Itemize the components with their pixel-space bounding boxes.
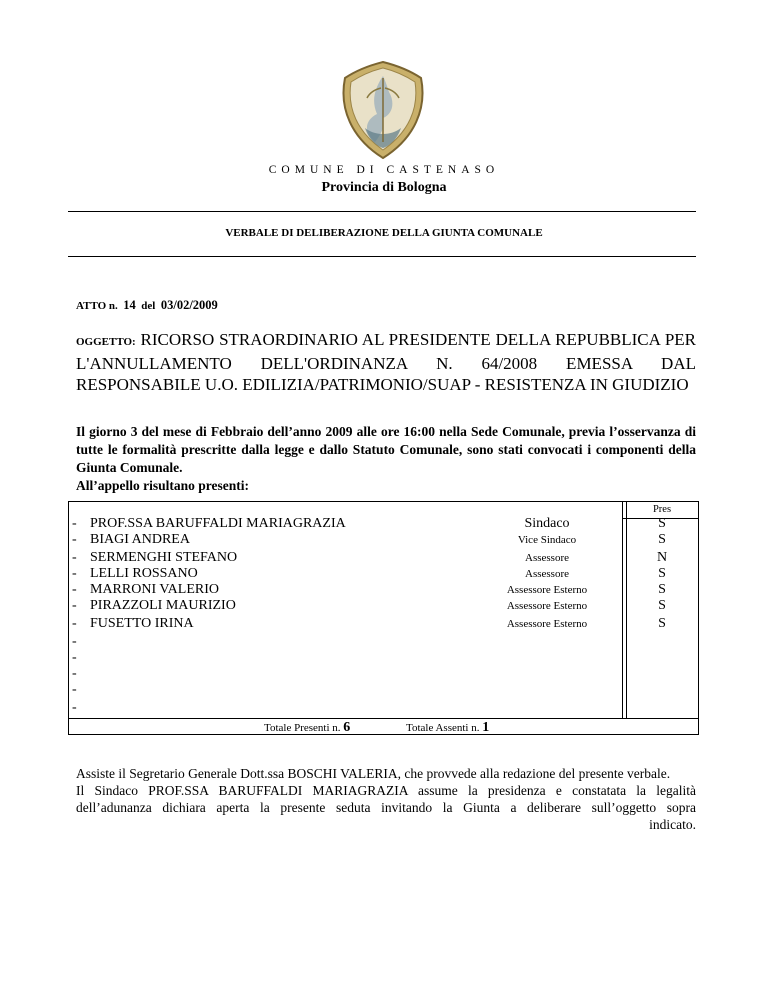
intro-paragraph	[76, 423, 696, 495]
row-dash: -	[72, 582, 77, 597]
totale-presenti	[264, 720, 350, 736]
member-presence: S	[658, 598, 666, 613]
table-row	[69, 666, 698, 682]
member-role: Assessore Esterno	[506, 600, 588, 612]
member-presence: S	[658, 516, 666, 531]
member-presence: S	[658, 532, 666, 547]
oggetto-label: OGGETTO:	[76, 336, 136, 348]
atto-del: del	[141, 300, 156, 312]
atto-line	[76, 298, 218, 313]
table-row	[69, 566, 698, 582]
totale-assenti-label: Totale Assenti n.	[406, 722, 480, 734]
member-name: PIRAZZOLI MAURIZIO	[90, 598, 236, 613]
presenze-table	[68, 501, 699, 735]
row-dash: -	[72, 700, 77, 715]
row-dash: -	[72, 566, 77, 581]
member-role: Assessore	[525, 552, 569, 564]
row-dash: -	[72, 682, 77, 697]
row-dash: -	[72, 550, 77, 565]
member-presence: N	[656, 550, 668, 565]
atto-label: ATTO n.	[76, 300, 118, 312]
row-dash: -	[72, 634, 77, 649]
member-name: SERMENGHI STEFANO	[90, 550, 238, 565]
table-row	[69, 650, 698, 666]
member-name: LELLI ROSSANO	[90, 566, 198, 581]
member-name: BIAGI ANDREA	[90, 532, 190, 547]
table-row	[69, 532, 698, 548]
member-role: Assessore	[525, 568, 569, 580]
member-name: PROF.SSA BARUFFALDI MARIAGRAZIA	[90, 516, 346, 531]
row-dash: -	[72, 516, 77, 531]
table-row	[69, 550, 698, 566]
oggetto-block	[76, 329, 696, 395]
member-role: Sindaco	[524, 516, 570, 531]
table-row	[69, 582, 698, 598]
table-row	[69, 598, 698, 614]
member-name: FUSETTO IRINA	[90, 616, 194, 631]
member-name: MARRONI VALERIO	[90, 582, 219, 597]
member-presence: S	[658, 582, 666, 597]
comune-name: COMUNE DI CASTENASO	[268, 164, 500, 176]
row-dash: -	[72, 532, 77, 547]
totale-presenti-value: 6	[343, 720, 351, 735]
row-dash: -	[72, 666, 77, 681]
atto-number: 14	[123, 298, 136, 312]
pres-column-header: Pres	[652, 504, 672, 515]
table-row	[69, 700, 698, 716]
totale-assenti-value: 1	[482, 720, 490, 735]
verbale-title: VERBALE DI DELIBERAZIONE DELLA GIUNTA COMUNALE	[225, 227, 543, 239]
sindaco-paragraph-end: indicato.	[649, 817, 696, 832]
row-dash: -	[72, 598, 77, 613]
assiste-paragraph: Assiste il Segretario Generale Dott.ssa BOSCHI VALERIA, che provvede alla redazione del presente verbale.	[76, 766, 671, 781]
totale-assenti	[406, 720, 489, 736]
member-role: Vice Sindaco	[517, 534, 577, 546]
divider-bottom	[68, 256, 696, 257]
table-row	[69, 682, 698, 698]
provincia-name: Provincia di Bologna	[321, 180, 447, 195]
totali-rule	[69, 718, 698, 719]
member-presence: S	[658, 616, 666, 631]
member-role: Assessore Esterno	[506, 584, 588, 596]
divider-top	[68, 211, 696, 212]
comune-crest-emblem	[335, 58, 431, 162]
row-dash: -	[72, 650, 77, 665]
table-row	[69, 634, 698, 650]
oggetto-text: RICORSO STRAORDINARIO AL PRESIDENTE DELLA REPUBBLICA PER L'ANNULLAMENTO DELL'ORDINANZA N. 64/2008 EMESSA DAL RESPONSABILE U.O. EDILIZIA/PATRIMONIO/SUAP - RESISTENZA IN GIUDIZIO	[76, 330, 697, 394]
totale-presenti-label: Totale Presenti n.	[264, 722, 341, 734]
member-role: Assessore Esterno	[506, 618, 588, 630]
table-row	[69, 616, 698, 632]
table-row	[69, 516, 698, 532]
assiste-block	[76, 765, 696, 833]
appello-text: All’appello risultano presenti:	[76, 478, 250, 493]
intro-text: Il giorno 3 del mese di Febbraio dell’anno 2009 alle ore 16:00 nella Sede Comunale, previa l’osservanza di tutte le formalità prescritte dalla legge e dallo Statuto Comunale, sono stati convocati i componenti della Giunta Comunale.	[76, 424, 696, 475]
atto-date: 03/02/2009	[160, 298, 218, 312]
sindaco-paragraph: Il Sindaco PROF.SSA BARUFFALDI MARIAGRAZIA assume la presidenza e constatata la legalità dell’adunanza dichiara aperta la presente seduta invitando la Giunta a deliberare sull’oggetto sopra	[76, 783, 696, 815]
member-presence: S	[658, 566, 666, 581]
row-dash: -	[72, 616, 77, 631]
